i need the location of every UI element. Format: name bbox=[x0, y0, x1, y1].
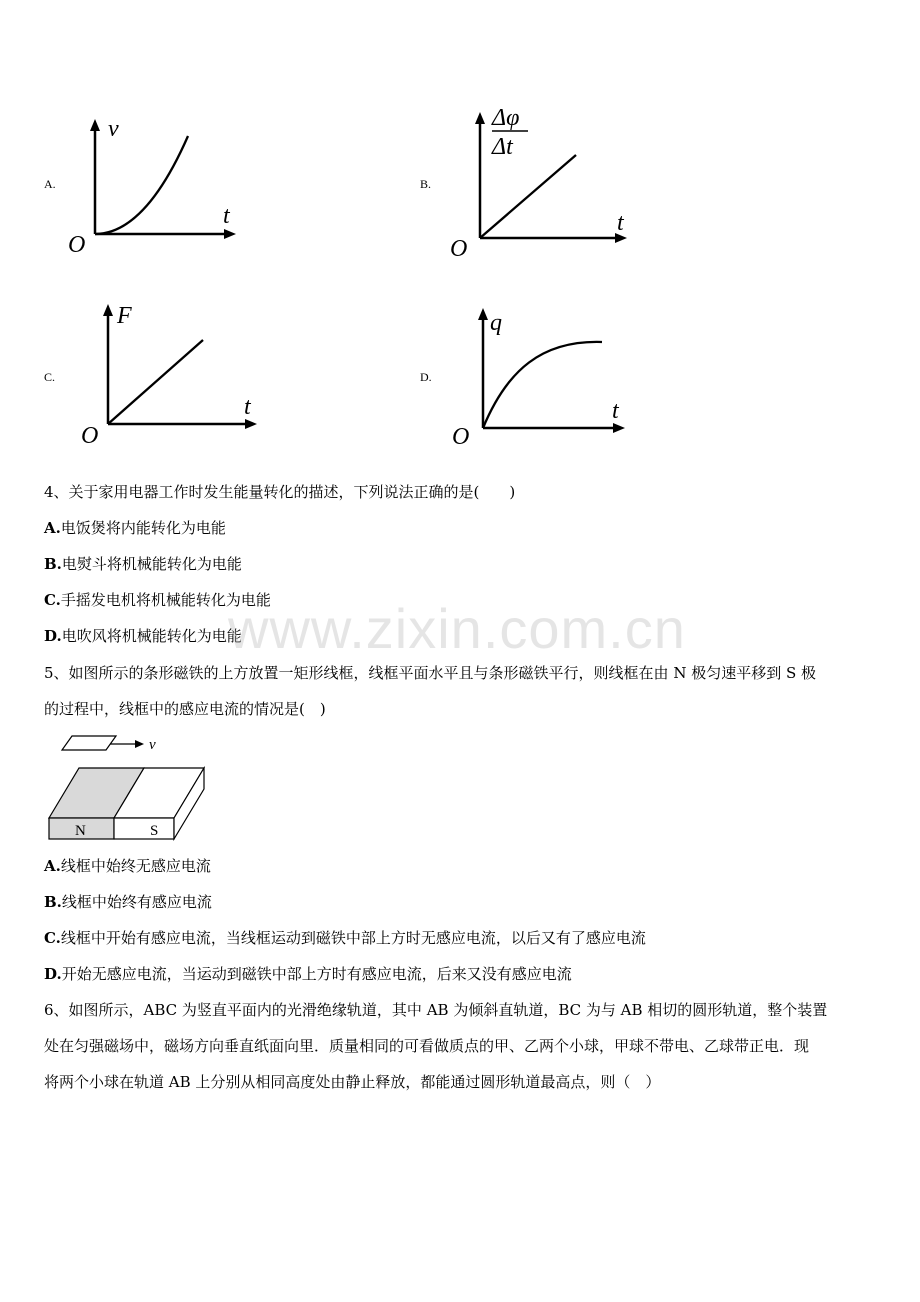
q6-line-1: 6、如图所示，ABC 为竖直平面内的光滑绝缘轨道，其中 AB 为倾斜直轨道，BC 为与 AB 相切的圆形轨道，整个装置 bbox=[44, 1001, 828, 1019]
graph-a-v-t bbox=[60, 110, 260, 260]
watermark: www.zixin.com.cn bbox=[228, 597, 686, 660]
option-c-label: C. bbox=[44, 370, 56, 384]
graph-b-dphi-t bbox=[440, 98, 640, 263]
graph-a-y-label: v bbox=[108, 116, 119, 142]
graph-b-line bbox=[480, 155, 576, 238]
graph-d-x-label: t bbox=[612, 398, 619, 424]
graph-d-q-t bbox=[452, 300, 642, 455]
graph-b-y-numerator: Δφ bbox=[492, 105, 520, 131]
graph-a-curve bbox=[95, 136, 188, 234]
q6-line-3: 将两个小球在轨道 AB 上分别从相同高度处由静止释放，都能通过圆形轨道最高点，则（ ） bbox=[44, 1073, 661, 1091]
north-pole-label: N bbox=[75, 823, 86, 839]
graph-c-f-t bbox=[78, 298, 278, 453]
graph-c-y-label: F bbox=[117, 303, 132, 329]
q5-option-b: B.线框中始终有感应电流 bbox=[44, 893, 212, 911]
velocity-label: v bbox=[149, 737, 156, 753]
q4-option-d: D.电吹风将机械能转化为电能 bbox=[44, 627, 242, 645]
q4-option-a: A.电饭煲将内能转化为电能 bbox=[44, 519, 226, 537]
graph-b-y-denominator: Δt bbox=[492, 134, 513, 160]
option-d-label: D. bbox=[420, 370, 432, 384]
q5-option-d: D.开始无感应电流，当运动到磁铁中部上方时有感应电流，后来又没有感应电流 bbox=[44, 965, 572, 983]
option-b-label: B. bbox=[420, 177, 432, 191]
graph-c-origin: O bbox=[81, 423, 99, 449]
q5-option-a: A.线框中始终无感应电流 bbox=[44, 857, 211, 875]
graph-d-origin: O bbox=[452, 424, 470, 450]
q6-line-2: 处在匀强磁场中，磁场方向垂直纸面向里．质量相同的可看做质点的甲、乙两个小球，甲球不带电、乙球带正电．现 bbox=[44, 1037, 810, 1055]
graph-d-y-label: q bbox=[490, 310, 502, 336]
q5-stem-line-1: 5、如图所示的条形磁铁的上方放置一矩形线框，线框平面水平且与条形磁铁平行，则线框在由 N 极匀速平移到 S 极 bbox=[44, 664, 817, 682]
q4-stem: 4、关于家用电器工作时发生能量转化的描述，下列说法正确的是( ) bbox=[44, 483, 516, 501]
velocity-arrow-icon bbox=[135, 740, 144, 748]
magnet-south-face bbox=[114, 818, 174, 839]
option-a-label: A. bbox=[44, 177, 56, 191]
south-pole-label: S bbox=[150, 823, 159, 839]
q5-magnet-figure bbox=[44, 730, 224, 845]
wire-frame bbox=[62, 736, 116, 750]
graph-b-x-label: t bbox=[617, 210, 624, 236]
q4-option-b: B.电熨斗将机械能转化为电能 bbox=[44, 555, 242, 573]
graph-a-origin: O bbox=[68, 232, 86, 258]
graph-c-line bbox=[108, 340, 203, 424]
graph-b-origin: O bbox=[450, 236, 468, 262]
q5-stem-line-2: 的过程中，线框中的感应电流的情况是( ) bbox=[44, 700, 326, 718]
graph-c-x-label: t bbox=[244, 394, 251, 420]
graph-a-x-label: t bbox=[223, 203, 230, 229]
q5-option-c: C.线框中开始有感应电流，当线框运动到磁铁中部上方时无感应电流，以后又有了感应电流 bbox=[44, 929, 646, 947]
graph-d-curve bbox=[483, 342, 602, 428]
q4-option-c: C.手摇发电机将机械能转化为电能 bbox=[44, 591, 271, 609]
